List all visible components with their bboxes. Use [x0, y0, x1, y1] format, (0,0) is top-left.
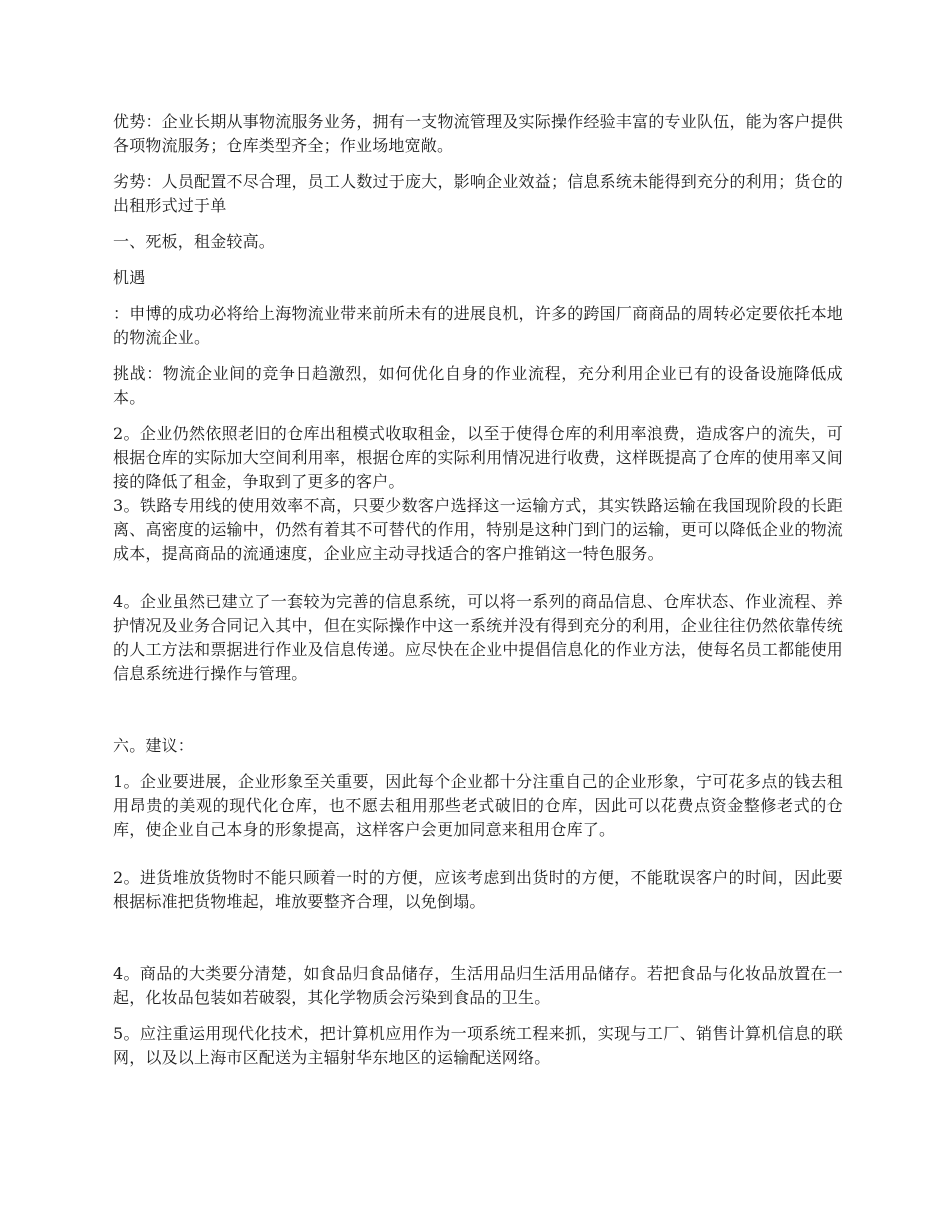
paragraph-suggestion-1: 1。企业要进展，企业形象至关重要，因此每个企业都十分注重自己的企业形象，宁可花多点的钱去租用昂贵的美观的现代化仓库，也不愿去租用那些老式破旧的仓库，因此可以花费点资金整修老式的仓库，使企业自己本身的形象提高，这样客户会更加同意来租用仓库了。	[113, 772, 843, 839]
paragraph-suggestion-2: 2。进货堆放货物时不能只顾着一时的方便，应该考虑到出货时的方便，不能耽误客户的时间，因此要根据标准把货物堆起，堆放要整齐合理，以免倒塌。	[113, 868, 843, 911]
paragraph-disadvantages: 劣势：人员配置不尽合理，员工人数过于庞大，影响企业效益；信息系统未能得到充分的利用；货仓的出租形式过于单	[113, 172, 843, 215]
paragraph-point-2: 2。企业仍然依照老旧的仓库出租模式收取租金，以至于使得仓库的利用率浪费，造成客户的流失，可根据仓库的实际加大空间利用率，根据仓库的实际利用情况进行收费，这样既提高了仓库的使用率又间接的降低了租金，争取到了更多的客户。	[113, 424, 843, 491]
paragraph-point-3: 3。铁路专用线的使用效率不高，只要少数客户选择这一运输方式，其实铁路运输在我国现阶段的长距离、高密度的运输中，仍然有着其不可替代的作用，特别是这种门到门的运输，更可以降低企业的物流成本，提高商品的流通速度，企业应主动寻找适合的客户推销这一特色服务。	[113, 496, 843, 563]
paragraph-point-4: 4。企业虽然已建立了一套较为完善的信息系统，可以将一系列的商品信息、仓库状态、作业流程、养护情况及业务合同记入其中，但在实际操作中这一系统并没有得到充分的利用，企业往往仍然依靠传统的人工方法和票据进行作业及信息传递。应尽快在企业中提倡信息化的作业方法，使每名员工都能使用信息系统进行操作与管理。	[113, 592, 843, 683]
paragraph-suggestion-5: 5。应注重运用现代化技术，把计算机应用作为一项系统工程来抓，实现与工厂、销售计算机信息的联网，以及以上海市区配送为主辐射华东地区的运输配送网络。	[113, 1024, 843, 1067]
section-heading-suggestions: 六。建议：	[113, 736, 195, 755]
paragraph-opportunity: ：申博的成功必将给上海物流业带来前所未有的进展良机，许多的跨国厂商商品的周转必定要依托本地的物流企业。	[113, 304, 843, 347]
paragraph-advantages: 优势：企业长期从事物流服务业务，拥有一支物流管理及实际操作经验丰富的专业队伍，能为客户提供各项物流服务；仓库类型齐全；作业场地宽敞。	[113, 112, 843, 155]
paragraph-opportunity-heading: 机遇	[113, 268, 146, 287]
paragraph-suggestion-4: 4。商品的大类要分清楚，如食品归食品储存，生活用品归生活用品储存。若把食品与化妆品放置在一起，化妆品包装如若破裂，其化学物质会污染到食品的卫生。	[113, 964, 843, 1007]
paragraph-rigid-rent: 一、死板，租金较高。	[113, 232, 276, 251]
paragraph-challenges: 挑战：物流企业间的竞争日趋激烈，如何优化自身的作业流程，充分利用企业已有的设备设施降低成本。	[113, 364, 843, 407]
